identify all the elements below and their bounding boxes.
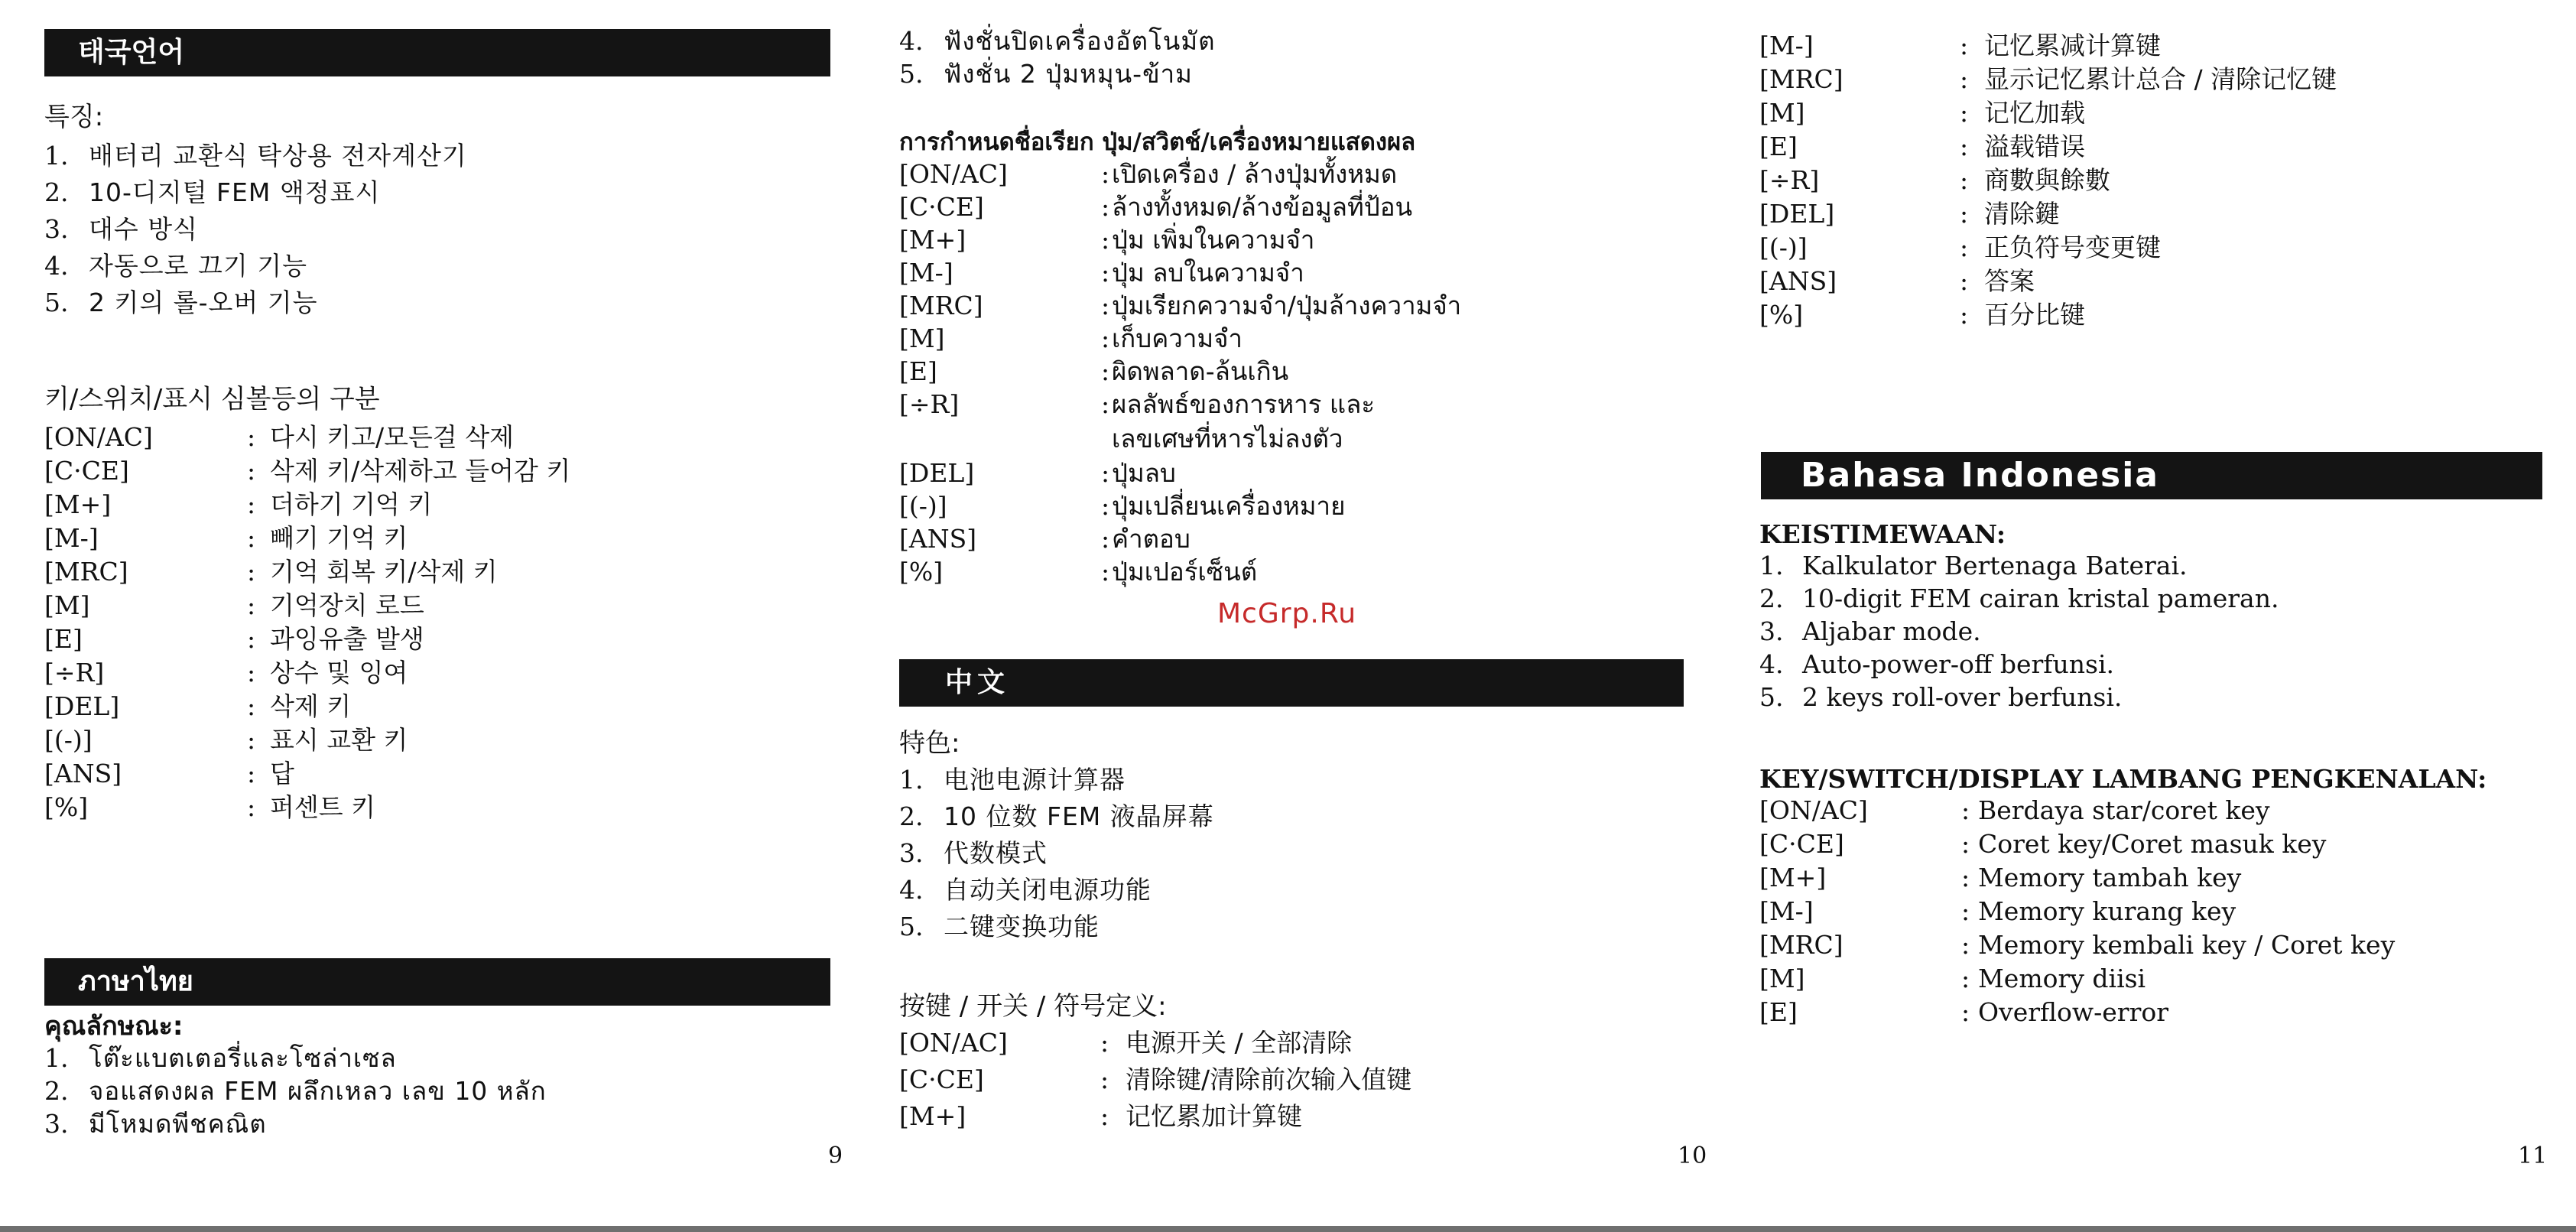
- key-row: [DEL] : 清除鍵: [1759, 199, 2060, 229]
- key-row: [M] : เก็บความจำ: [899, 323, 1243, 353]
- feature-item: 1. Kalkulator Bertenaga Baterai.: [1759, 551, 2188, 580]
- thai-section-header: [44, 958, 830, 1006]
- key-row: [E] : ผิดพลาด-ล้นเกิน: [899, 356, 1289, 386]
- key-row: [ON/AC] : 电源开关 / 全部清除: [899, 1028, 1353, 1058]
- key-row: [MRC] : Memory kembali key / Coret key: [1759, 930, 2396, 960]
- key-row: [ANS] : 答案: [1759, 266, 2035, 296]
- key-row: [MRC] : 显示记忆累计总合 / 清除记忆键: [1759, 64, 2337, 94]
- feature-item: 3. 代数模式: [899, 838, 1048, 868]
- key-row: [M+] : ปุ่ม เพิ่มในความจำ: [899, 225, 1315, 255]
- feature-item: 2. 10 位数 FEM 液晶屏幕: [899, 801, 1214, 831]
- key-row: [M-] : Memory kurang key: [1759, 896, 2237, 926]
- korean-keys-heading: 키/스위치/표시 심볼등의 구분: [44, 384, 380, 414]
- key-row: [M+] : 记忆累加计算键: [899, 1101, 1302, 1131]
- bottom-divider: [0, 1226, 2576, 1232]
- indonesian-section-title: Bahasa Indonesia: [1801, 456, 2159, 495]
- key-row: [M-] : 记忆累减计算键: [1759, 31, 2161, 60]
- thai-section-title: ภาษาไทย: [78, 966, 193, 997]
- feature-item: 5. 二键变换功能: [899, 912, 1100, 941]
- feature-item: 1. 电池电源计算器: [899, 765, 1126, 795]
- thai-keys-table: [899, 158, 1684, 588]
- key-row: [%] : 百分比键: [1759, 300, 2085, 330]
- feature-item: 4. 자동으로 끄기 기능: [44, 251, 308, 281]
- key-row: [M] : Memory diisi: [1759, 964, 2146, 993]
- chinese-section-title: 中文: [945, 667, 1010, 698]
- key-row: [M+] : Memory tambah key: [1759, 863, 2242, 892]
- thai-features-list-part1: [44, 1042, 830, 1140]
- korean-section-title: 태국언어: [78, 37, 185, 68]
- page-number: 10: [1678, 1143, 1707, 1169]
- key-row: [MRC] : 기억 회복 키/삭제 키: [44, 557, 498, 587]
- korean-keys-table: [44, 421, 830, 824]
- key-row: [E] : 溢载错误: [1759, 132, 2085, 161]
- chinese-keys-table-part2: [1759, 29, 2542, 332]
- key-row: [C·CE] : 清除键/清除前次输入值键: [899, 1065, 1412, 1094]
- key-row: [%] : ปุ่มเปอร์เซ็นต์: [899, 557, 1258, 587]
- key-row: [DEL] : 삭제 키: [44, 691, 352, 721]
- key-row: [(-)] : 표시 교환 키: [44, 725, 408, 755]
- key-row: [C·CE] : ล้างทั้งหมด/ล้างข้อมูลที่ป้อน: [899, 192, 1413, 222]
- chinese-keys-table-part1: [899, 1026, 1684, 1136]
- key-row: [÷R] : 商數與餘數: [1759, 165, 2110, 195]
- thai-keys-heading: การกำหนดชื่อเรียก ปุ่ม/สวิตช์/เครื่องหมายแสดงผล: [899, 128, 1416, 156]
- indonesian-features-list: [1759, 549, 2542, 714]
- indonesian-features-heading: KEISTIMEWAAN:: [1759, 519, 2006, 549]
- key-row: [M+] : 더하기 기억 키: [44, 489, 433, 519]
- key-row: [DEL] : ปุ่มลบ: [899, 458, 1176, 488]
- korean-section-header: [44, 29, 830, 76]
- feature-item: 3. Aljabar mode.: [1759, 616, 1981, 646]
- watermark-text: McGrp.Ru: [1217, 598, 1357, 629]
- feature-item: 5. 2 keys roll-over berfunsi.: [1759, 682, 2123, 712]
- feature-item: 4. Auto-power-off berfunsi.: [1759, 649, 2114, 679]
- feature-item: 3. 대수 방식: [44, 214, 199, 244]
- feature-item: 2. 10-digit FEM cairan kristal pameran.: [1759, 583, 2279, 613]
- indonesian-section-header: [1761, 452, 2542, 499]
- key-row: [ANS] : 답: [44, 759, 294, 788]
- key-row: [E] : 과잉유출 발생: [44, 624, 424, 654]
- key-row: [(-)] : ปุ่มเปลี่ยนเครื่องหมาย: [899, 491, 1346, 521]
- key-row: [M-] : 빼기 기억 키: [44, 523, 408, 553]
- feature-item: 4. 自动关闭电源功能: [899, 875, 1152, 905]
- korean-features-list: [44, 138, 830, 321]
- key-row: [ON/AC] : Berdaya star/coret key: [1759, 795, 2270, 825]
- feature-item: 2. 10-디지털 FEM 액정표시: [44, 177, 381, 207]
- key-row: [(-)] : 正负符号变更键: [1759, 232, 2161, 262]
- chinese-features-list: [899, 762, 1684, 945]
- feature-item: 5. 2 키의 롤-오버 기능: [44, 288, 318, 317]
- key-row: [÷R] : ผลลัพธ์ของการหาร และ: [899, 389, 1376, 419]
- feature-item: 3. มีโหมดพีชคณิต: [44, 1109, 267, 1139]
- feature-item: 1. โต๊ะแบตเตอรี่และโซล่าเซล: [44, 1043, 397, 1073]
- indonesian-keys-table: [1759, 794, 2542, 1029]
- feature-item: 4. ฟังชั่นปิดเครื่องอัตโนมัต: [899, 26, 1216, 56]
- key-row: [MRC] : ปุ่มเรียกความจำ/ปุ่มล้างความจำ: [899, 291, 1462, 320]
- key-row: [ON/AC] : 다시 키고/모든걸 삭제: [44, 422, 514, 452]
- thai-features-heading: คุณลักษณะ:: [44, 1011, 184, 1042]
- indonesian-keys-heading: KEY/SWITCH/DISPLAY LAMBANG PENGKENALAN:: [1759, 764, 2487, 794]
- feature-item: 1. 배터리 교환식 탁상용 전자계산기: [44, 141, 467, 171]
- key-row: [C·CE] : 삭제 키/삭제하고 들어감 키: [44, 456, 571, 486]
- key-row: [÷R] : 상수 및 잉여: [44, 658, 408, 688]
- key-row: [M] : 记忆加载: [1759, 98, 2085, 128]
- thai-features-list-part2: [899, 24, 1684, 90]
- key-row: [E] : Overflow-error: [1759, 997, 2168, 1027]
- key-row: [M-] : ปุ่ม ลบในความจำ: [899, 258, 1304, 288]
- page-number: 9: [828, 1143, 843, 1169]
- key-row: [%] : 퍼센트 키: [44, 792, 376, 822]
- key-row: เลขเศษที่หารไม่ลงตัว: [1112, 424, 1343, 453]
- page-number: 11: [2518, 1143, 2548, 1169]
- key-row: [M] : 기억장치 로드: [44, 590, 424, 620]
- feature-item: 5. ฟังชั่น 2 ปุ่มหมุน-ข้าม: [899, 59, 1193, 89]
- key-row: [ON/AC] : เปิดเครื่อง / ล้างปุ่มทั้งหมด: [899, 159, 1398, 189]
- key-row: [C·CE] : Coret key/Coret masuk key: [1759, 829, 2327, 859]
- feature-item: 2. จอแสดงผล FEM ผลึกเหลว เลข 10 หลัก: [44, 1076, 547, 1106]
- korean-features-heading: 특징:: [44, 102, 104, 132]
- chinese-features-heading: 特色:: [899, 728, 960, 759]
- key-row: [ANS] : คำตอบ: [899, 524, 1191, 554]
- chinese-keys-heading: 按键 / 开关 / 符号定义:: [899, 991, 1167, 1022]
- chinese-section-header: [899, 659, 1684, 707]
